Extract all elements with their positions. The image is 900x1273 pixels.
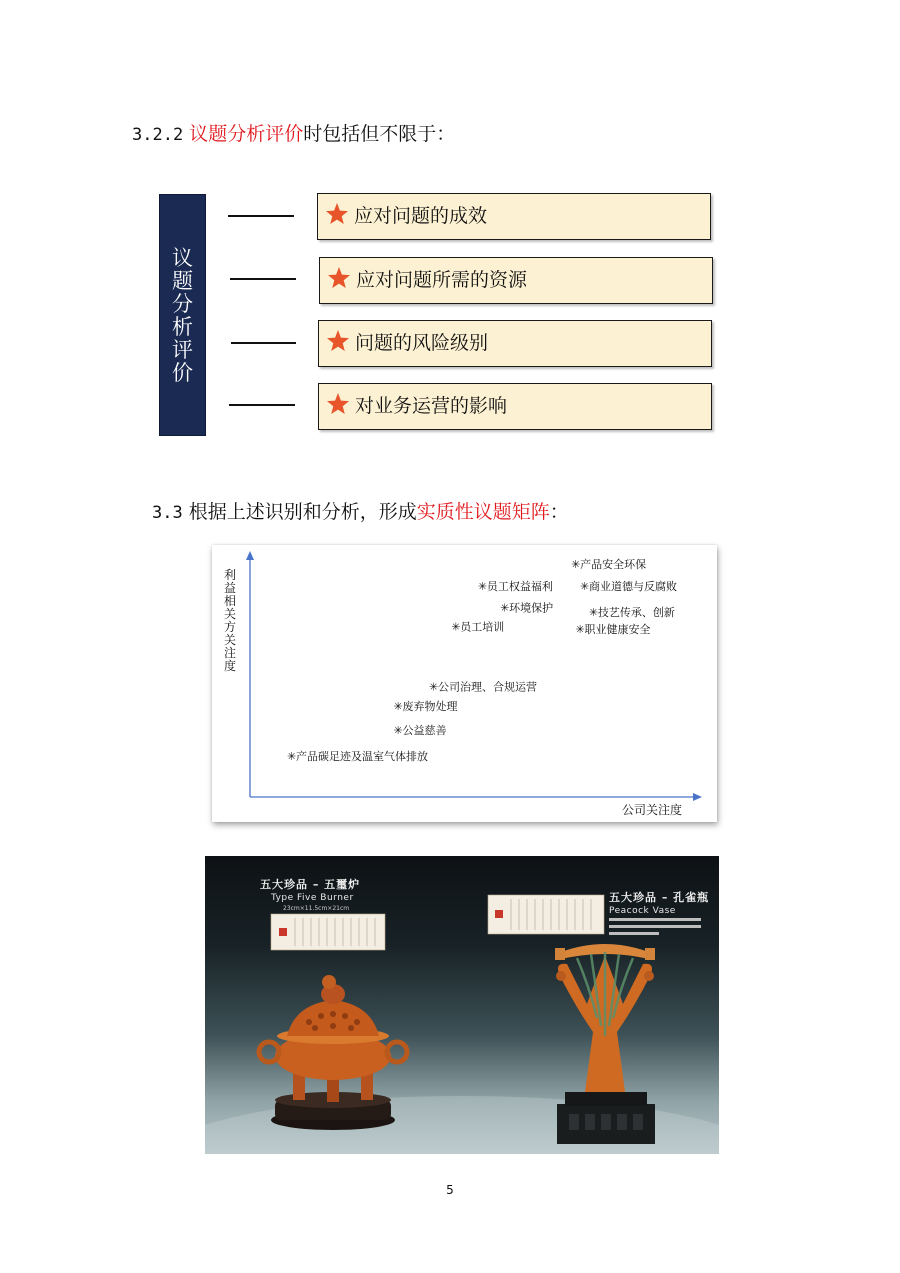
point-marker: ✳ (588, 606, 599, 620)
y-axis-label-char: 注 (223, 646, 236, 660)
y-axis-label-char: 益 (223, 581, 236, 595)
star-icon (326, 392, 350, 416)
analysis-item-label: 问题的风险级别 (355, 332, 489, 354)
point-label: 环境保护 (509, 601, 554, 615)
y-axis-label-char: 方 (223, 620, 236, 634)
chart-point (394, 699, 458, 713)
y-axis-arrow (246, 551, 254, 560)
chart-point (287, 749, 428, 763)
star-icon (326, 329, 350, 353)
point-marker: ✳ (500, 601, 510, 615)
connector-line (229, 404, 295, 406)
point-marker: ✳ (393, 723, 403, 737)
heading-3-3-highlight: 实质性议题矩阵 (416, 501, 550, 523)
analysis-item-label: 应对问题的成效 (354, 205, 488, 227)
point-marker: ✳ (571, 558, 581, 572)
vertical-char: 评 (172, 338, 193, 362)
chart-point (580, 579, 677, 593)
vertical-char: 分 (172, 292, 193, 316)
y-axis-label-char: 关 (223, 607, 236, 621)
chart-point (500, 600, 553, 614)
point-label: 员工培训 (460, 620, 505, 634)
heading-3-3-suffix: ： (549, 501, 569, 523)
x-axis-arrow (693, 793, 702, 801)
point-marker: ✳ (451, 620, 461, 634)
point-marker: ✳ (286, 750, 297, 764)
materiality-matrix-chart (212, 545, 717, 822)
point-label: 商业道德与反腐败 (589, 579, 677, 593)
connector-line (228, 215, 294, 217)
chart-point (589, 605, 675, 619)
point-label: 废弃物处理 (402, 699, 458, 713)
analysis-item-label: 对业务运营的影响 (355, 395, 508, 417)
certificate-card (271, 914, 385, 950)
vertical-char: 议 (172, 246, 193, 270)
chart-point (576, 622, 651, 636)
point-marker: ✳ (393, 699, 403, 713)
vertical-char: 析 (172, 315, 193, 339)
analysis-item-box (318, 383, 712, 430)
y-axis-label (223, 569, 237, 673)
y-axis-label-char: 关 (223, 633, 236, 647)
connector-line (231, 342, 296, 344)
chart-point (394, 723, 447, 737)
left-product-subtitle: Type Five Burner (271, 893, 354, 903)
point-label: 技艺传承、创新 (597, 606, 675, 620)
point-label: 产品碳足迹及温室气体排放 (295, 750, 428, 764)
analysis-item-box (318, 320, 712, 367)
product-photo-art (205, 856, 719, 1154)
heading-3-2-2-rest: 时包括但不限于： (303, 123, 456, 145)
heading-3-3-prefix: 根据上述识别和分析，形成 (188, 501, 417, 523)
star-icon (325, 202, 349, 226)
vertical-char: 价 (172, 361, 193, 385)
page-number: 5 (446, 1183, 454, 1197)
heading-3-2-2 (132, 122, 455, 147)
x-axis-label: 公司关注度 (622, 803, 683, 817)
point-marker: ✳ (477, 579, 488, 593)
chart-points (287, 557, 677, 763)
point-marker: ✳ (575, 623, 585, 636)
point-label: 公益慈善 (402, 723, 447, 737)
point-label: 职业健康安全 (584, 623, 651, 636)
chart-point (429, 680, 537, 694)
point-label: 公司治理、合规运营 (438, 680, 538, 694)
point-label: 员工权益福利 (486, 579, 553, 593)
heading-3-3 (152, 500, 569, 525)
product-photo (205, 856, 719, 1154)
seal-stamp (279, 928, 287, 936)
censer-lid (287, 1000, 379, 1036)
star-icon (327, 266, 351, 290)
left-product-size: 23cm×11.5cm×21cm (283, 905, 350, 912)
chart-point (571, 557, 646, 571)
chart-plot (212, 545, 717, 822)
y-axis-label-char: 相 (223, 594, 236, 608)
heading-3-3-number: 3.3 (152, 503, 183, 523)
analysis-vertical-label (160, 247, 205, 385)
certificate-card (488, 895, 604, 934)
analysis-item-box (319, 257, 713, 304)
chart-point (451, 620, 504, 634)
right-product-subtitle: Peacock Vase (609, 906, 676, 916)
point-marker: ✳ (580, 579, 590, 593)
vertical-char: 题 (172, 269, 193, 293)
y-axis-label-char: 度 (223, 659, 236, 673)
point-marker: ✳ (429, 680, 439, 694)
left-product-title: 五大珍品 – 五璽炉 (260, 878, 361, 891)
right-product-title: 五大珍品 – 孔雀瓶 (609, 891, 710, 904)
y-axis-label-char: 利 (223, 568, 236, 582)
analysis-item-label: 应对问题所需的资源 (356, 269, 528, 291)
analysis-item-box (317, 193, 711, 240)
heading-3-2-2-number: 3.2.2 (132, 125, 184, 145)
point-label: 产品安全环保 (580, 558, 647, 572)
connector-line (230, 278, 296, 280)
chart-point (478, 579, 553, 593)
heading-3-2-2-highlight: 议题分析评价 (189, 123, 304, 145)
seal-stamp (495, 910, 503, 918)
analysis-vertical-label-box (159, 194, 206, 436)
